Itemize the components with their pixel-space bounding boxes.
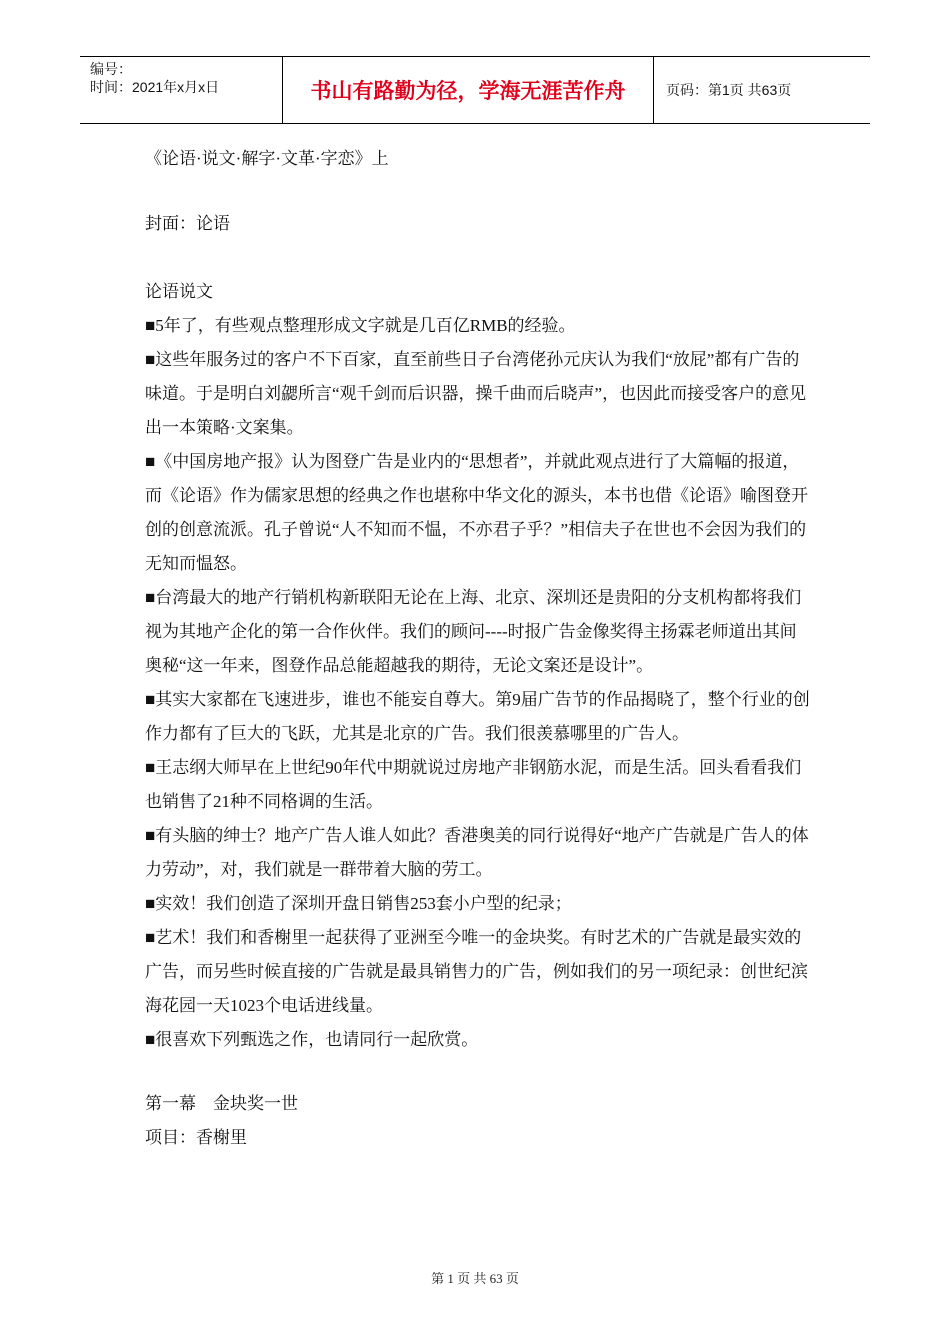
page-header (80, 56, 870, 124)
section-title: 论语说文 (145, 282, 213, 301)
header-motto: 书山有路勤为径，学海无涯苦作舟 (282, 57, 654, 123)
header-meta (80, 57, 282, 123)
paragraph: ■台湾最大的地产行销机构新联阳无论在上海、北京、深圳还是贵阳的分支机构都将我们视为其地产企化的第一合作伙伴。我们的顾问----时报广告金像奖得主扬霖老师道出其间奥秘“这一年来，图登作品总能超越我的期待，无论文案还是设计”。 (145, 588, 802, 675)
paragraph: ■5年了，有些观点整理形成文字就是几百亿RMB的经验。 (145, 316, 576, 335)
project-line: 项目：香榭里 (145, 1128, 247, 1147)
paragraph: ■其实大家都在飞速进步，谁也不能妄自尊大。第9届广告节的作品揭晓了，整个行业的创作力都有了巨大的飞跃，尤其是北京的广告。我们很羡慕哪里的广告人。 (145, 690, 810, 743)
document-time-label: 时间：2021年x月x日 (90, 79, 220, 95)
document-number-label: 编号： (90, 61, 132, 77)
cover-line: 封面：论语 (145, 214, 230, 233)
header-page-info: 页码：第1页 共63页 (666, 82, 792, 98)
paragraph: ■王志纲大师早在上世纪90年代中期就说过房地产非钢筋水泥，而是生活。回头看看我们也销售了21种不同格调的生活。 (145, 758, 802, 811)
document-title: 《论语·说文·解字·文革·字恋》上 (145, 149, 389, 168)
paragraph: ■这些年服务过的客户不下百家，直至前些日子台湾佬孙元庆认为我们“放屁”都有广告的味道。于是明白刘勰所言“观千剑而后识器，操千曲而后晓声”，也因此而接受客户的意见出一本策略·文案集。 (145, 350, 807, 437)
chapter-title: 第一幕 金块奖一世 (145, 1094, 298, 1113)
paragraph: ■艺术！我们和香榭里一起获得了亚洲至今唯一的金块奖。有时艺术的广告就是最实效的广告，而另些时候直接的广告就是最具销售力的广告，例如我们的另一项纪录：创世纪滨海花园一天1023个电话进线量。 (145, 928, 808, 1015)
paragraph: ■实效！我们创造了深圳开盘日销售253套小户型的纪录； (145, 894, 572, 913)
paragraph: ■有头脑的绅士？地产广告人谁人如此？香港奥美的同行说得好“地产广告就是广告人的体力劳动”，对，我们就是一群带着大脑的劳工。 (145, 826, 809, 879)
page-footer: 第 1 页 共 63 页 (431, 1271, 519, 1286)
document-body (145, 140, 813, 1155)
paragraph: ■很喜欢下列甄选之作，也请同行一起欣赏。 (145, 1030, 479, 1049)
paragraph: ■《中国房地产报》认为图登广告是业内的“思想者”，并就此观点进行了大篇幅的报道，而《论语》作为儒家思想的经典之作也堪称中华文化的源头，本书也借《论语》喻图登开创的创意流派。孔子曾说“人不知而不愠，不亦君子乎？”相信夫子在世也不会因为我们的无知而愠怒。 (145, 452, 808, 573)
